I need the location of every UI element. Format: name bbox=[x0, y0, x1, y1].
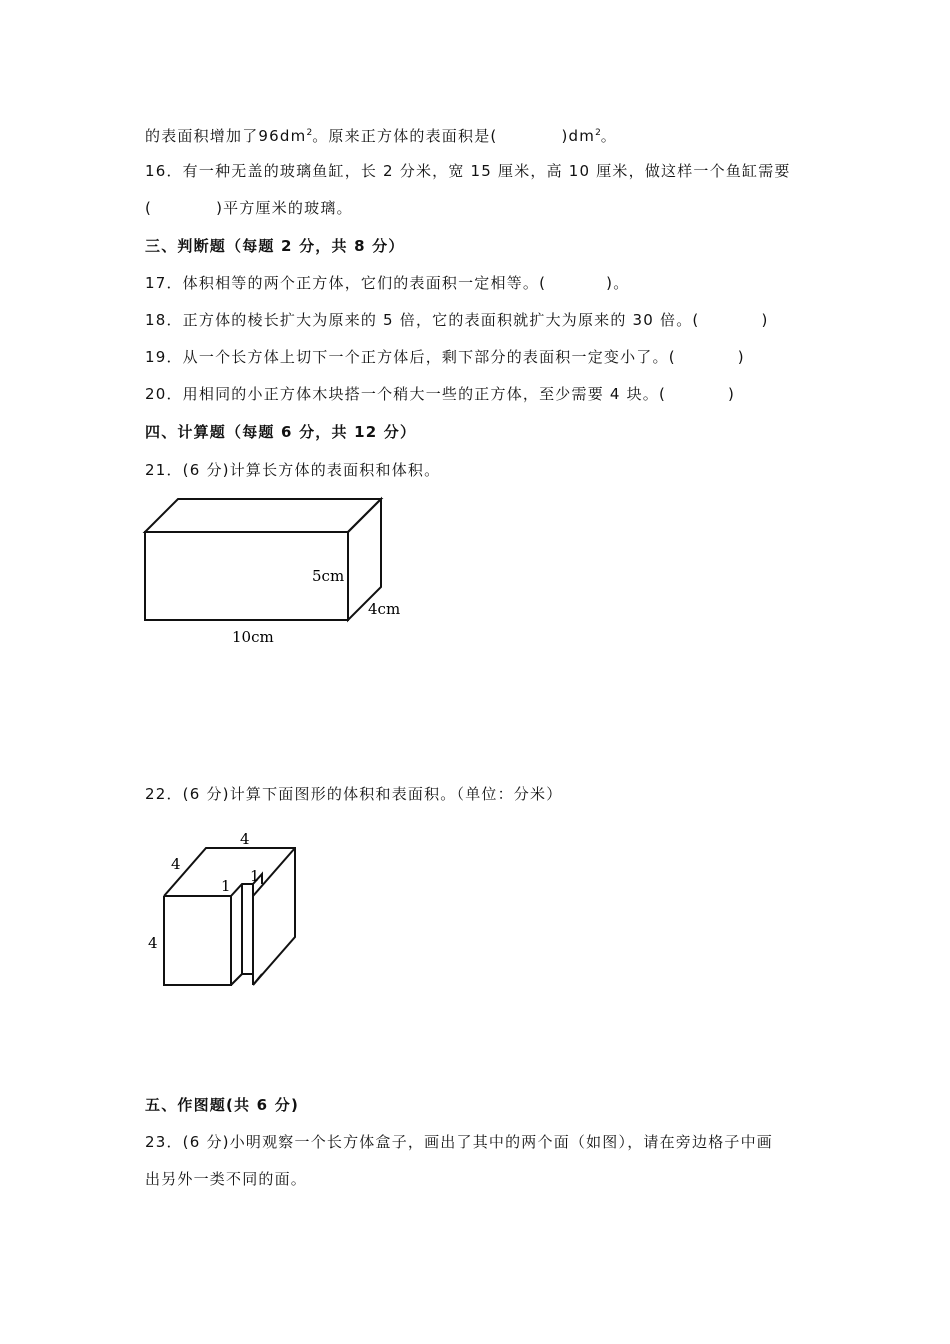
q15-text-a: 的表面积增加了 bbox=[145, 127, 259, 145]
solid-notch-label-a: 1 bbox=[221, 877, 231, 895]
q15-unit-sup: 2 bbox=[306, 128, 313, 138]
q15-unit-2-sup: 2 bbox=[595, 128, 601, 138]
q23-line-1: 23．(6 分)小明观察一个长方体盒子，画出了其中的两个面（如图），请在旁边格子中画 bbox=[145, 1133, 774, 1151]
solid-notch-bottom bbox=[231, 974, 242, 985]
q15-close-paren: ) bbox=[561, 127, 569, 145]
q19-text: 19．从一个长方体上切下一个正方体后，剩下部分的表面积一定变小了。( bbox=[145, 348, 676, 366]
q16-open-paren: ( bbox=[145, 199, 153, 217]
solid-top-label: 4 bbox=[240, 830, 250, 848]
q15-end: 。 bbox=[600, 127, 617, 145]
solid-height-label: 4 bbox=[148, 934, 158, 952]
q20-text: 20．用相同的小正方体木块搭一个稍大一些的正方体，至少需要 4 块。( bbox=[145, 385, 667, 403]
q21-text: 21．(6 分)计算长方体的表面积和体积。 bbox=[145, 461, 441, 479]
section-4-heading: 四、计算题（每题 6 分，共 12 分） bbox=[145, 423, 417, 441]
q19-close: ) bbox=[737, 348, 745, 366]
q18-close: ) bbox=[761, 311, 769, 329]
q17-text: 17．体积相等的两个正方体，它们的表面积一定相等。( bbox=[145, 274, 547, 292]
solid-notch-label-b: 1 bbox=[250, 867, 260, 885]
q17-close: )。 bbox=[606, 274, 630, 292]
q15-text-b: 。原来正方体的表面积是( bbox=[312, 127, 498, 145]
section-3-heading: 三、判断题（每题 2 分，共 8 分） bbox=[145, 237, 405, 255]
q18-text: 18．正方体的棱长扩大为原来的 5 倍，它的表面积就扩大为原来的 30 倍。( bbox=[145, 311, 700, 329]
solid-outline-top-back bbox=[164, 848, 295, 985]
solid-notch-inner bbox=[242, 884, 253, 974]
q15-unit: dm bbox=[279, 127, 307, 145]
section-5-heading: 五、作图题(共 6 分) bbox=[145, 1096, 299, 1114]
q16-line-1: 16．有一种无盖的玻璃鱼缸，长 2 分米，宽 15 厘米，高 10 厘米，做这样一个鱼缸需要 bbox=[145, 162, 791, 180]
q15-unit-2: dm bbox=[568, 127, 596, 145]
cuboid-length-label: 10cm bbox=[232, 628, 274, 646]
solid-left-front-face bbox=[164, 896, 231, 985]
q20-close: ) bbox=[728, 385, 736, 403]
cuboid-width-label: 4cm bbox=[368, 600, 401, 618]
q16-close-text: )平方厘米的玻璃。 bbox=[216, 199, 353, 217]
cuboid-height-label: 5cm bbox=[312, 567, 345, 585]
solid-depth-label: 4 bbox=[171, 855, 181, 873]
solid-right-front-edge bbox=[253, 974, 262, 985]
q15-value: 96 bbox=[258, 127, 280, 145]
q23-line-2: 出另外一类不同的面。 bbox=[145, 1170, 308, 1188]
q22-text: 22．(6 分)计算下面图形的体积和表面积。（单位：分米） bbox=[145, 785, 563, 803]
